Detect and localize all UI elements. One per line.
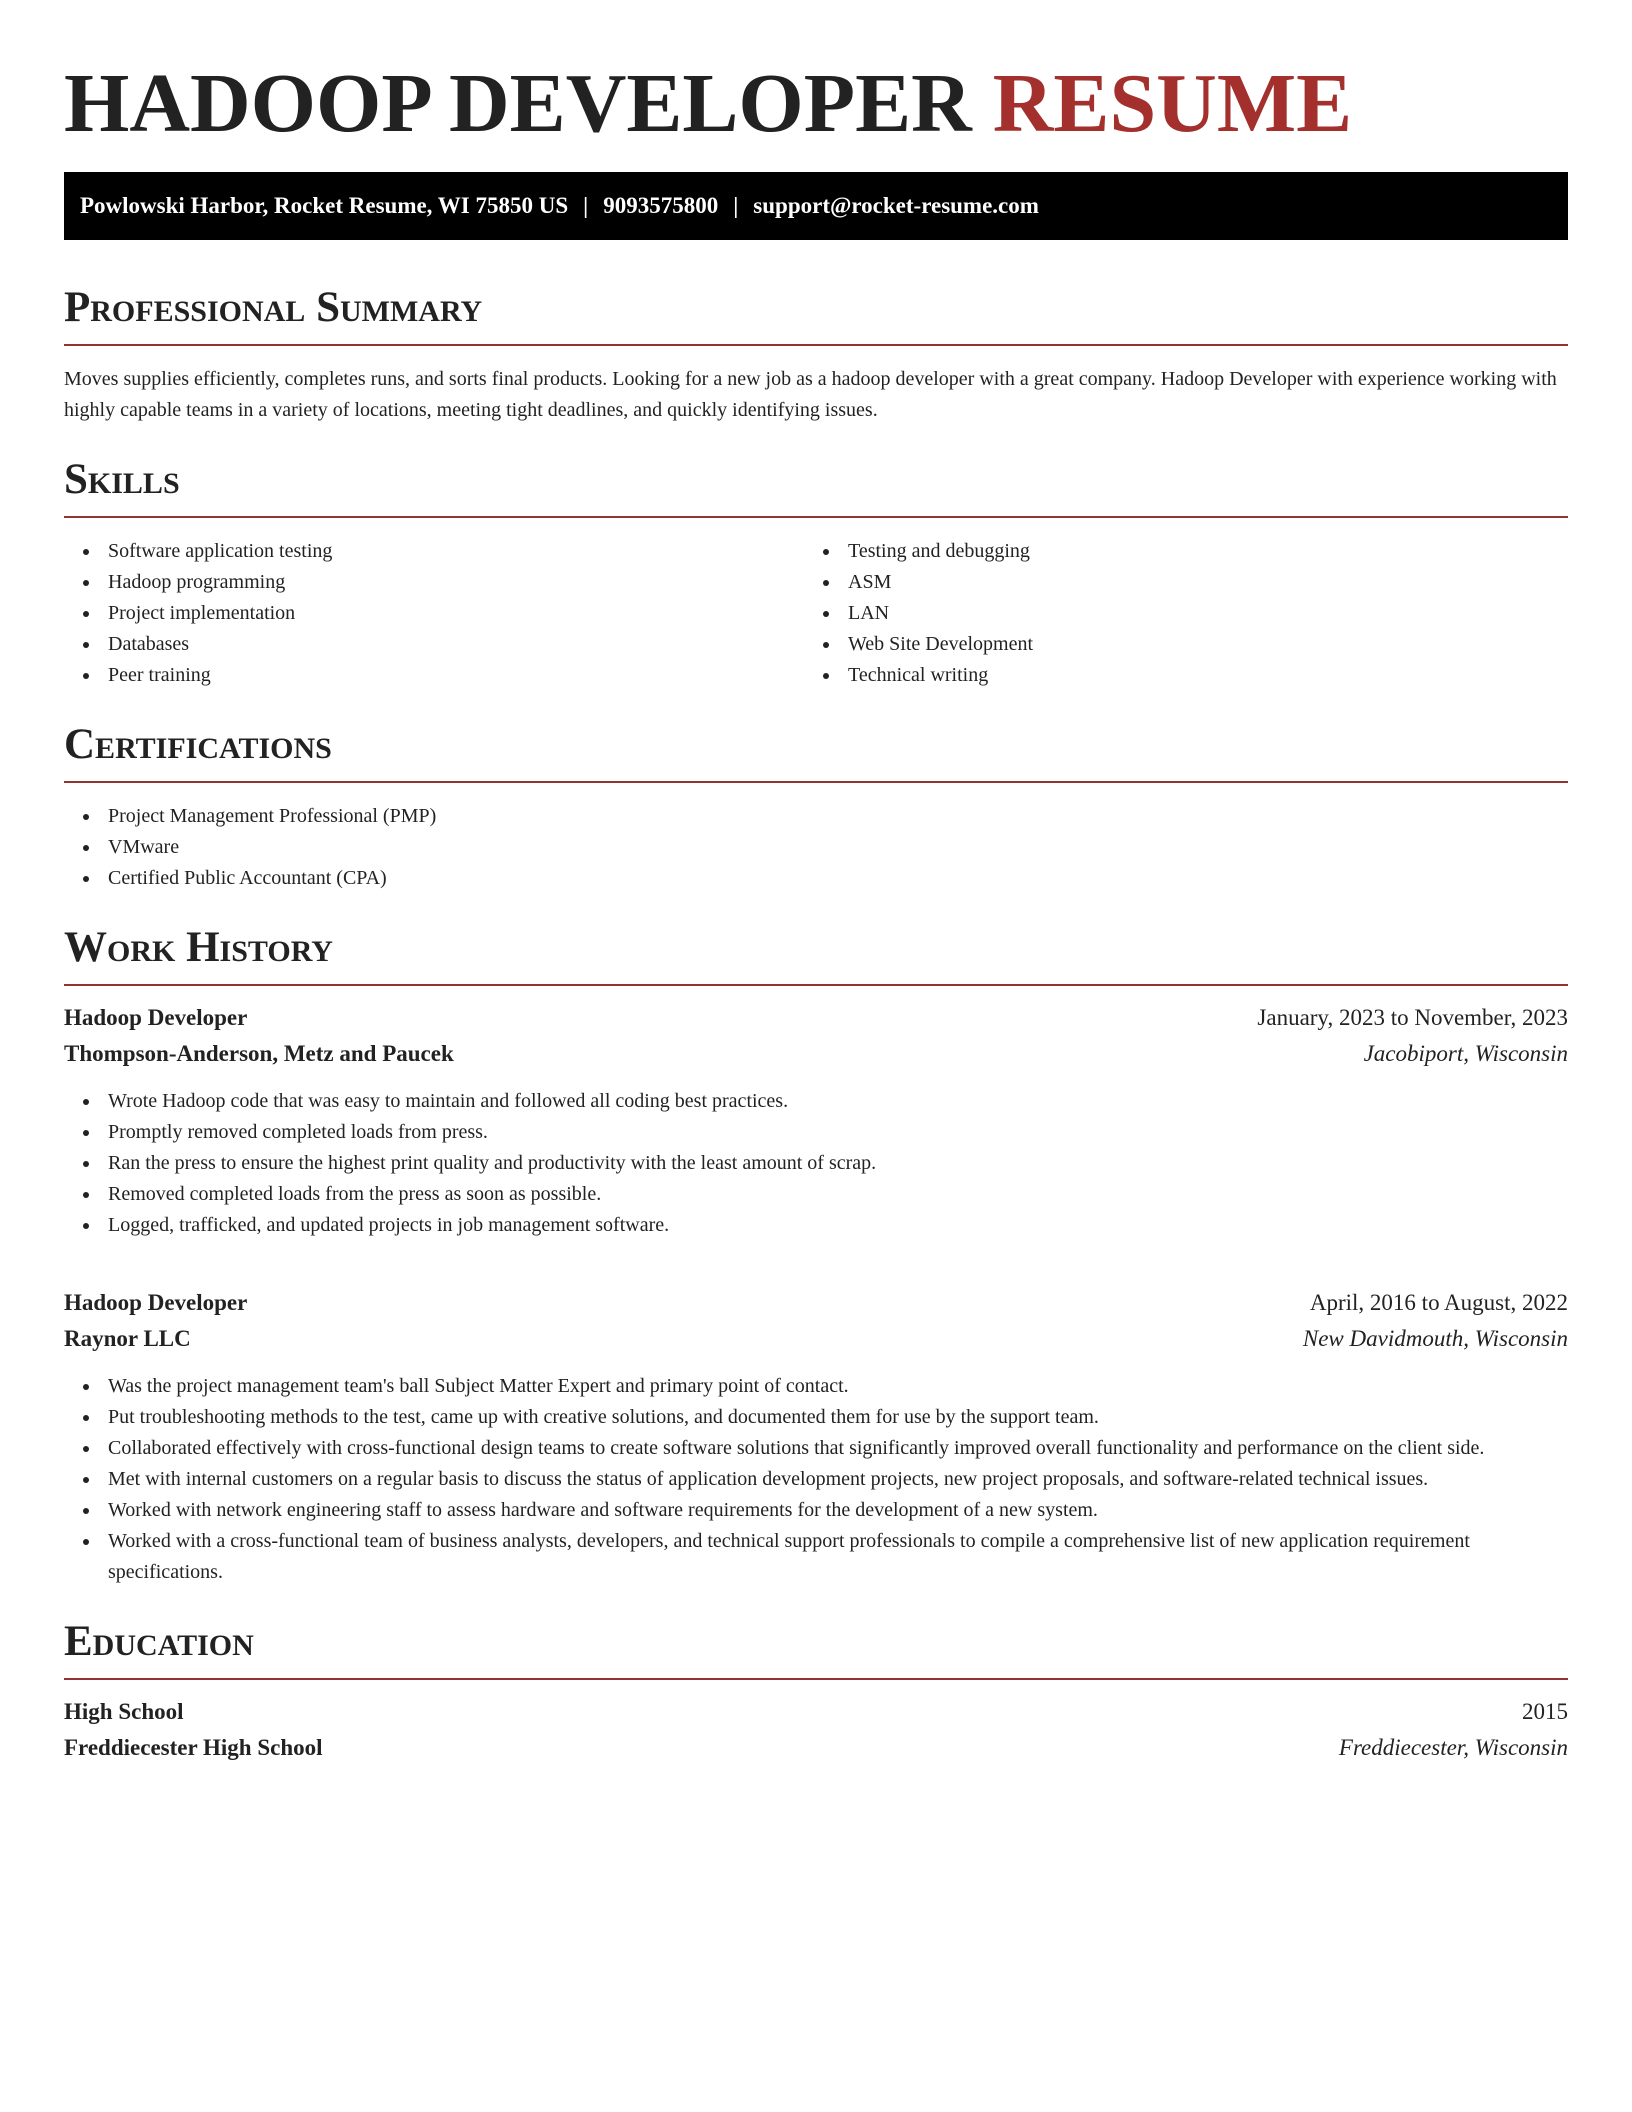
skill-item: Web Site Development: [848, 629, 1544, 660]
skill-item: Databases: [108, 629, 804, 660]
contact-address: Powlowski Harbor, Rocket Resume, WI 75850 US: [80, 193, 569, 218]
job-header: [64, 1000, 1568, 1036]
job-location: New Davidmouth, Wisconsin: [1302, 1326, 1568, 1351]
job-duty: Worked with network engineering staff to assess hardware and software requirements for the development of a new system.: [108, 1495, 1568, 1526]
certification-item: Project Management Professional (PMP): [108, 801, 1568, 832]
skill-item: Peer training: [108, 660, 804, 691]
job-duty: Removed completed loads from the press as soon as possible.: [108, 1179, 1568, 1210]
certification-item: VMware: [108, 832, 1568, 863]
contact-separator: |: [583, 193, 589, 218]
skills-heading: Skills: [64, 456, 180, 503]
resume-title: [64, 54, 1568, 154]
skill-item: Hadoop programming: [108, 567, 804, 598]
skills-section: [64, 456, 1568, 691]
education-entry: [64, 1694, 1568, 1766]
skill-item: Technical writing: [848, 660, 1544, 691]
skills-grid: [64, 536, 1568, 691]
skills-list-right: [804, 536, 1544, 691]
skill-item: Testing and debugging: [848, 536, 1544, 567]
job-duty: Ran the press to ensure the highest print quality and productivity with the least amount of scrap.: [108, 1148, 1568, 1179]
summary-text: Moves supplies efficiently, completes runs, and sorts final products. Looking for a new job as a hadoop developer with a great company. Hadoop Developer with experience working with highly capable teams in a variety of locations, meeting tight deadlines, and quickly identifying issues.: [64, 368, 1557, 421]
section-divider: [64, 344, 1568, 346]
job-location: Jacobiport, Wisconsin: [1363, 1041, 1568, 1066]
skill-item: Project implementation: [108, 598, 804, 629]
education-location: Freddiecester, Wisconsin: [1338, 1735, 1568, 1760]
job-duty: Wrote Hadoop code that was easy to maintain and followed all coding best practices.: [108, 1086, 1568, 1117]
summary-section: [64, 284, 1568, 426]
work-history-heading: Work History: [64, 924, 333, 971]
job-duty: Logged, trafficked, and updated projects in job management software.: [108, 1210, 1568, 1241]
job-duty: Met with internal customers on a regular basis to discuss the status of application development projects, new project proposals, and software-related technical issues.: [108, 1464, 1568, 1495]
section-divider: [64, 1678, 1568, 1680]
job-entry: [64, 1285, 1568, 1588]
contact-email: support@rocket-resume.com: [753, 193, 1039, 218]
title-accent: RESUME: [992, 57, 1353, 150]
job-title: Hadoop Developer: [64, 1290, 248, 1315]
certifications-list: [64, 801, 1568, 894]
summary-heading: Professional Summary: [64, 284, 483, 331]
job-duties-list: [64, 1371, 1568, 1588]
job-dates: April, 2016 to August, 2022: [1309, 1290, 1568, 1315]
job-duty: Worked with a cross-functional team of business analysts, developers, and technical support professionals to compile a comprehensive list of new application requirement specifications.: [108, 1526, 1568, 1588]
education-school: Freddiecester High School: [64, 1735, 323, 1760]
job-dates: January, 2023 to November, 2023: [1257, 1005, 1568, 1030]
job-company: Thompson-Anderson, Metz and Paucek: [64, 1041, 454, 1066]
job-subheader: [64, 1036, 1568, 1072]
job-entry: [64, 1000, 1568, 1241]
title-main: HADOOP DEVELOPER: [64, 57, 972, 150]
education-heading: Education: [64, 1618, 254, 1665]
certifications-section: [64, 721, 1568, 894]
job-subheader: [64, 1321, 1568, 1357]
education-degree: High School: [64, 1699, 184, 1724]
contact-separator: |: [733, 193, 739, 218]
contact-phone: 9093575800: [603, 193, 719, 218]
section-divider: [64, 781, 1568, 783]
job-duty: Put troubleshooting methods to the test, came up with creative solutions, and documented them for use by the support team.: [108, 1402, 1568, 1433]
education-year: 2015: [1522, 1699, 1568, 1724]
job-title: Hadoop Developer: [64, 1005, 248, 1030]
job-duty: Collaborated effectively with cross-functional design teams to create software solutions that significantly improved overall functionality and performance on the client side.: [108, 1433, 1568, 1464]
contact-bar: [64, 172, 1568, 240]
skill-item: Software application testing: [108, 536, 804, 567]
section-divider: [64, 984, 1568, 986]
skill-item: LAN: [848, 598, 1544, 629]
skills-list-left: [64, 536, 804, 691]
education-section: [64, 1618, 1568, 1766]
certifications-heading: Certifications: [64, 721, 332, 768]
skill-item: ASM: [848, 567, 1544, 598]
job-company: Raynor LLC: [64, 1326, 191, 1351]
education-subheader: [64, 1730, 1568, 1766]
education-header: [64, 1694, 1568, 1730]
work-history-section: [64, 924, 1568, 1588]
job-duty: Promptly removed completed loads from press.: [108, 1117, 1568, 1148]
job-header: [64, 1285, 1568, 1321]
section-divider: [64, 516, 1568, 518]
job-duty: Was the project management team's ball Subject Matter Expert and primary point of contact.: [108, 1371, 1568, 1402]
certification-item: Certified Public Accountant (CPA): [108, 863, 1568, 894]
job-duties-list: [64, 1086, 1568, 1241]
